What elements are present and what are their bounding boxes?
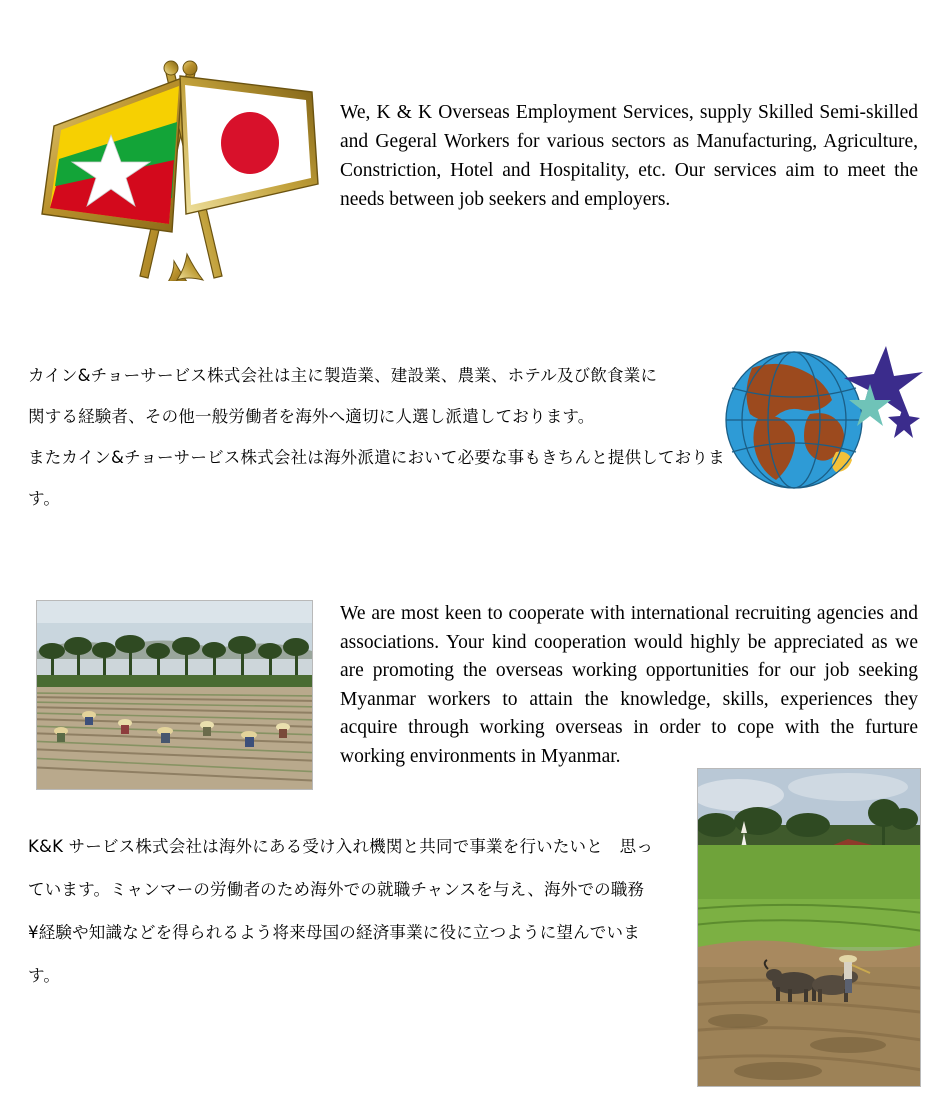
cooperation-japanese-line-3: ¥経験や知識などを得られるよう将来母国の経済事業に役に立つように望んでいま [28,923,640,942]
intro-english-paragraph: We, K & K Overseas Employment Services, supply Skilled Semi-skilled and Gegeral Workers for various sectors as Manufacturing, Agriculture, Constriction, Hotel and Hospitality, etc. Our services aim to meet the needs between job seekers and employers. [340,102,918,210]
intro-japanese-line-2: 関する経験者、その他一般労働者を海外へ適切に人選し派遣しております。 [28,407,595,426]
pagoda-paddy-photo-svg [698,769,920,1086]
myanmar-flag [42,78,182,232]
crossed-flags-svg [22,26,322,281]
farm-field-photo-svg [37,601,312,789]
cooperation-japanese-paragraph [28,825,678,997]
pagoda-paddy-photo [697,768,921,1087]
crossed-flags-image [22,26,322,281]
globe-svg [718,340,923,500]
farm-field-photo [36,600,313,790]
globe-sphere [726,352,862,488]
cooperation-english-paragraph: We are most keen to cooperate with international recruiting agencies and associations. Your kind cooperation would highly be appreciated as we are promoting the overseas working opportunities for our job seeking Myanmar workers to attain the knowledge, skills, experiences they acquire through working overseas in order to cope with the furture working environments in Myanmar. [340,603,918,767]
japan-flag [180,76,318,214]
cooperation-japanese-line-2: ています。ミャンマーの労働者のため海外での就職チャンスを与え、海外での職務 [28,880,645,899]
intro-japanese-paragraph [28,355,728,519]
intro-japanese-line-3: またカイン&チョーサービス株式会社は海外派遣において必要な事もきちんと提供しております。 [28,448,725,508]
globe-image [718,340,923,500]
cooperation-japanese-line-4: す。 [28,966,61,985]
cooperation-japanese-line-1: K&K サービス株式会社は海外にある受け入れ機関と共同で事業を行いたいと 思っ [28,837,654,856]
intro-japanese-line-1: カイン&チョーサービス株式会社は主に製造業、建設業、農業、ホテル及び飲食業に [28,366,658,385]
